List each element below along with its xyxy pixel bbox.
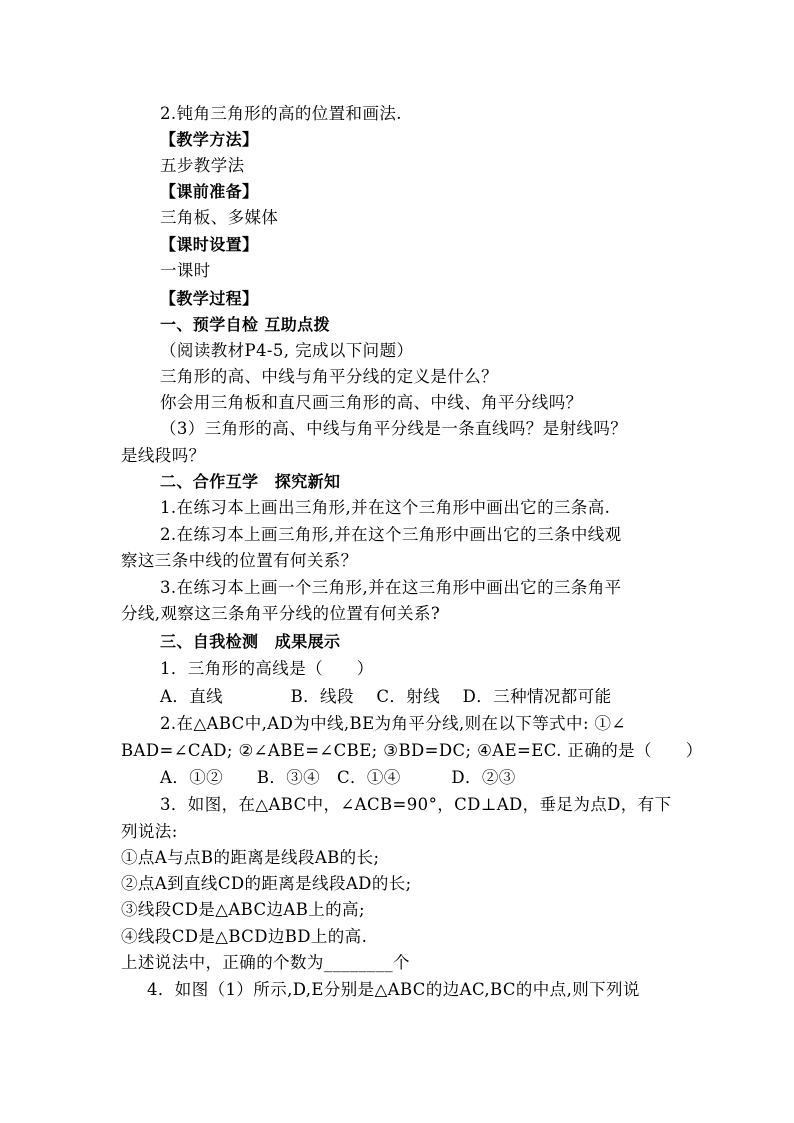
text-line: 三角板、多媒体 bbox=[160, 208, 279, 227]
section-heading: 【课前准备】 bbox=[160, 182, 259, 201]
statement-line: ①点A与点B的距离是线段AB的长; bbox=[121, 848, 380, 867]
text-line: 察这三条中线的位置有何关系？ bbox=[121, 551, 358, 570]
fill-blank-line: 上述说法中，正确的个数为________个 bbox=[121, 953, 410, 972]
text-line: 分线,观察这三条角平分线的位置有何关系? bbox=[121, 604, 441, 623]
text-line: 三角形的高、中线与角平分线的定义是什么？ bbox=[160, 367, 498, 386]
text-line: 你会用三角板和直尺画三角形的高、中线、角平分线吗？ bbox=[160, 393, 583, 412]
text-line: 一课时 bbox=[160, 261, 211, 280]
text-line: （3）三角形的高、中线与角平分线是一条直线吗？是射线吗？ bbox=[160, 419, 628, 438]
statement-line: ④线段CD是△BCD边BD上的高. bbox=[121, 927, 368, 946]
question-line: 3．如图，在△ABC中，∠ACB=90°，CD⊥AD，垂足为点D，有下 bbox=[160, 795, 672, 814]
choice-line: A．直线 B．线段 C．射线 D．三种情况都可能 bbox=[160, 687, 612, 706]
section-heading: 【课时设置】 bbox=[160, 235, 259, 254]
text-line: 是线段吗？ bbox=[121, 446, 206, 465]
text-line: （阅读教材P4-5, 完成以下问题） bbox=[160, 341, 414, 360]
choice-line: A．①② B．③④ C．①④ D．②③ bbox=[160, 768, 516, 787]
question-line: 4．如图（1）所示,D,E分别是△ABC的边AC,BC的中点,则下列说 bbox=[147, 980, 640, 999]
text-line: 3.在练习本上画一个三角形,并在这三角形中画出它的三条角平 bbox=[160, 578, 622, 597]
question-line: BAD=∠CAD; ②∠ABE=∠CBE; ③BD=DC; ④AE=EC. 正确的是（ ） bbox=[121, 741, 703, 760]
subsection-heading: 一、预学自检 互助点拨 bbox=[160, 315, 330, 334]
subsection-heading: 三、自我检测 成果展示 bbox=[160, 632, 341, 651]
section-heading: 【教学过程】 bbox=[160, 289, 259, 308]
text-line: 2.在练习本上画三角形,并在这个三角形中画出它的三条中线观 bbox=[160, 525, 622, 544]
statement-line: ③线段CD是△ABC边AB上的高; bbox=[121, 900, 365, 919]
text-line: 五步教学法 bbox=[160, 156, 245, 175]
question-line: 2.在△ABC中,AD为中线,BE为角平分线,则在以下等式中: ①∠ bbox=[160, 714, 626, 733]
question-line: 列说法: bbox=[121, 822, 178, 841]
statement-line: ②点A到直线CD的距离是线段AD的长; bbox=[121, 874, 412, 893]
question-line: 1．三角形的高线是（ ） bbox=[160, 659, 374, 678]
text-line: 1.在练习本上画出三角形,并在这个三角形中画出它的三条高. bbox=[160, 498, 611, 517]
section-heading: 【教学方法】 bbox=[160, 130, 259, 149]
subsection-heading: 二、合作互学 探究新知 bbox=[160, 472, 341, 491]
text-line: 2.钝角三角形的高的位置和画法. bbox=[160, 104, 402, 123]
